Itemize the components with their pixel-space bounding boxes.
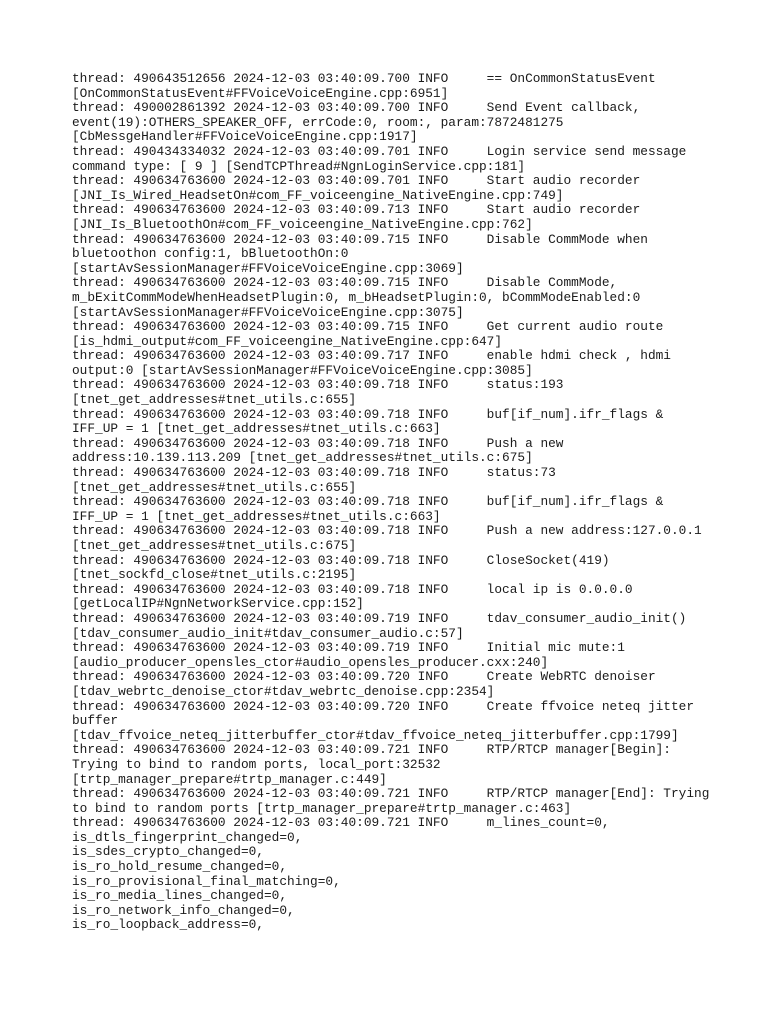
log-line: thread: 490634763600 2024-12-03 03:40:09.715 INFO Disable CommMode, bbox=[72, 275, 618, 291]
log-line: buffer bbox=[72, 713, 119, 729]
log-line: is_ro_provisional_final_matching=0, bbox=[72, 873, 341, 889]
log-line: thread: 490643512656 2024-12-03 03:40:09.700 INFO == OnCommonStatusEvent bbox=[72, 71, 656, 86]
log-line: [trtp_manager_prepare#trtp_manager.c:449] bbox=[72, 771, 387, 787]
log-line: is_ro_hold_resume_changed=0, bbox=[72, 859, 288, 875]
log-line: [is_hdmi_output#com_FF_voiceengine_NativeEngine.cpp:647] bbox=[72, 333, 503, 349]
log-line: thread: 490634763600 2024-12-03 03:40:09.718 INFO Push a new address:127.0.0.1 bbox=[72, 523, 702, 539]
log-line: [tdav_ffvoice_neteq_jitterbuffer_ctor#tdav_ffvoice_neteq_jitterbuffer.cpp:1799] bbox=[72, 727, 679, 743]
log-line: thread: 490634763600 2024-12-03 03:40:09.701 INFO Start audio recorder bbox=[72, 173, 641, 189]
log-line: thread: 490634763600 2024-12-03 03:40:09.719 INFO Initial mic mute:1 bbox=[72, 640, 625, 656]
log-line: is_dtls_fingerprint_changed=0, bbox=[72, 829, 303, 845]
log-line: [startAvSessionManager#FFVoiceVoiceEngine.cpp:3075] bbox=[72, 304, 464, 320]
log-line: thread: 490634763600 2024-12-03 03:40:09.721 INFO RTP/RTCP manager[Begin]: bbox=[72, 742, 671, 758]
log-line: [startAvSessionManager#FFVoiceVoiceEngine.cpp:3069] bbox=[72, 260, 464, 276]
log-line: thread: 490634763600 2024-12-03 03:40:09.718 INFO status:73 bbox=[72, 465, 556, 481]
log-line: thread: 490634763600 2024-12-03 03:40:09.713 INFO Start audio recorder bbox=[72, 202, 641, 218]
log-line: is_sdes_crypto_changed=0, bbox=[72, 844, 264, 860]
log-line: address:10.139.113.209 [tnet_get_addresses#tnet_utils.c:675] bbox=[72, 450, 533, 466]
log-line: thread: 490634763600 2024-12-03 03:40:09.720 INFO Create WebRTC denoiser bbox=[72, 669, 656, 685]
log-line: [OnCommonStatusEvent#FFVoiceVoiceEngine.cpp:6951] bbox=[72, 85, 449, 101]
log-line: is_ro_network_info_changed=0, bbox=[72, 902, 295, 918]
log-line: thread: 490634763600 2024-12-03 03:40:09.717 INFO enable hdmi check , hdmi bbox=[72, 348, 671, 364]
log-line: thread: 490634763600 2024-12-03 03:40:09.718 INFO buf[if_num].ifr_flags & bbox=[72, 494, 664, 510]
log-line: thread: 490634763600 2024-12-03 03:40:09.720 INFO Create ffvoice neteq jitter bbox=[72, 698, 695, 714]
log-line: IFF_UP = 1 [tnet_get_addresses#tnet_utils.c:663] bbox=[72, 508, 441, 524]
log-line: [tdav_webrtc_denoise_ctor#tdav_webrtc_denoise.cpp:2354] bbox=[72, 683, 495, 699]
log-line: event(19):OTHERS_SPEAKER_OFF, errCode:0, room:, param:7872481275 bbox=[72, 114, 564, 130]
log-line: is_ro_loopback_address=0, bbox=[72, 917, 264, 933]
log-line: [tnet_sockfd_close#tnet_utils.c:2195] bbox=[72, 567, 357, 583]
log-line: [tdav_consumer_audio_init#tdav_consumer_audio.c:57] bbox=[72, 625, 464, 641]
log-line: thread: 490634763600 2024-12-03 03:40:09.718 INFO status:193 bbox=[72, 377, 564, 393]
log-line: [audio_producer_opensles_ctor#audio_opensles_producer.cxx:240] bbox=[72, 654, 549, 670]
log-line: thread: 490634763600 2024-12-03 03:40:09.719 INFO tdav_consumer_audio_init() bbox=[72, 610, 687, 626]
log-line: [JNI_Is_Wired_HeadsetOn#com_FF_voiceengine_NativeEngine.cpp:749] bbox=[72, 187, 564, 203]
log-line: [CbMessgeHandler#FFVoiceVoiceEngine.cpp:1917] bbox=[72, 129, 418, 145]
log-line: thread: 490634763600 2024-12-03 03:40:09.718 INFO CloseSocket(419) bbox=[72, 552, 610, 568]
log-line: thread: 490634763600 2024-12-03 03:40:09.718 INFO Push a new bbox=[72, 435, 564, 451]
log-line: [tnet_get_addresses#tnet_utils.c:675] bbox=[72, 538, 357, 553]
log-line: to bind to random ports [trtp_manager_prepare#trtp_manager.c:463] bbox=[72, 800, 572, 816]
log-line: [tnet_get_addresses#tnet_utils.c:655] bbox=[72, 392, 357, 408]
log-line: thread: 490634763600 2024-12-03 03:40:09.718 INFO buf[if_num].ifr_flags & bbox=[72, 406, 664, 422]
log-line: Trying to bind to random ports, local_port:32532 bbox=[72, 756, 441, 772]
log-line: [JNI_Is_BluetoothOn#com_FF_voiceengine_NativeEngine.cpp:762] bbox=[72, 216, 533, 232]
log-line: bluetoothon config:1, bBluetoothOn:0 bbox=[72, 246, 349, 262]
log-line: is_ro_media_lines_changed=0, bbox=[72, 888, 288, 904]
log-line: thread: 490634763600 2024-12-03 03:40:09.718 INFO local ip is 0.0.0.0 bbox=[72, 581, 633, 597]
log-line: thread: 490002861392 2024-12-03 03:40:09.700 INFO Send Event callback, bbox=[72, 100, 641, 116]
log-page bbox=[72, 72, 712, 933]
log-line: thread: 490634763600 2024-12-03 03:40:09.721 INFO m_lines_count=0, bbox=[72, 815, 610, 831]
log-line: [tnet_get_addresses#tnet_utils.c:655] bbox=[72, 479, 357, 495]
log-line: thread: 490634763600 2024-12-03 03:40:09.715 INFO Get current audio route bbox=[72, 319, 664, 335]
log-line: command type: [ 9 ] [SendTCPThread#NgnLoginService.cpp:181] bbox=[72, 158, 526, 174]
log-line: thread: 490634763600 2024-12-03 03:40:09.715 INFO Disable CommMode when bbox=[72, 231, 648, 247]
log-line: output:0 [startAvSessionManager#FFVoiceVoiceEngine.cpp:3085] bbox=[72, 362, 533, 378]
log-line: IFF_UP = 1 [tnet_get_addresses#tnet_utils.c:663] bbox=[72, 421, 441, 437]
log-line: thread: 490434334032 2024-12-03 03:40:09.701 INFO Login service send message bbox=[72, 143, 687, 159]
log-line: [getLocalIP#NgnNetworkService.cpp:152] bbox=[72, 596, 364, 612]
log-line: m_bExitCommModeWhenHeadsetPlugin:0, m_bHeadsetPlugin:0, bCommModeEnabled:0 bbox=[72, 289, 641, 305]
log-line: thread: 490634763600 2024-12-03 03:40:09.721 INFO RTP/RTCP manager[End]: Trying bbox=[72, 786, 710, 802]
